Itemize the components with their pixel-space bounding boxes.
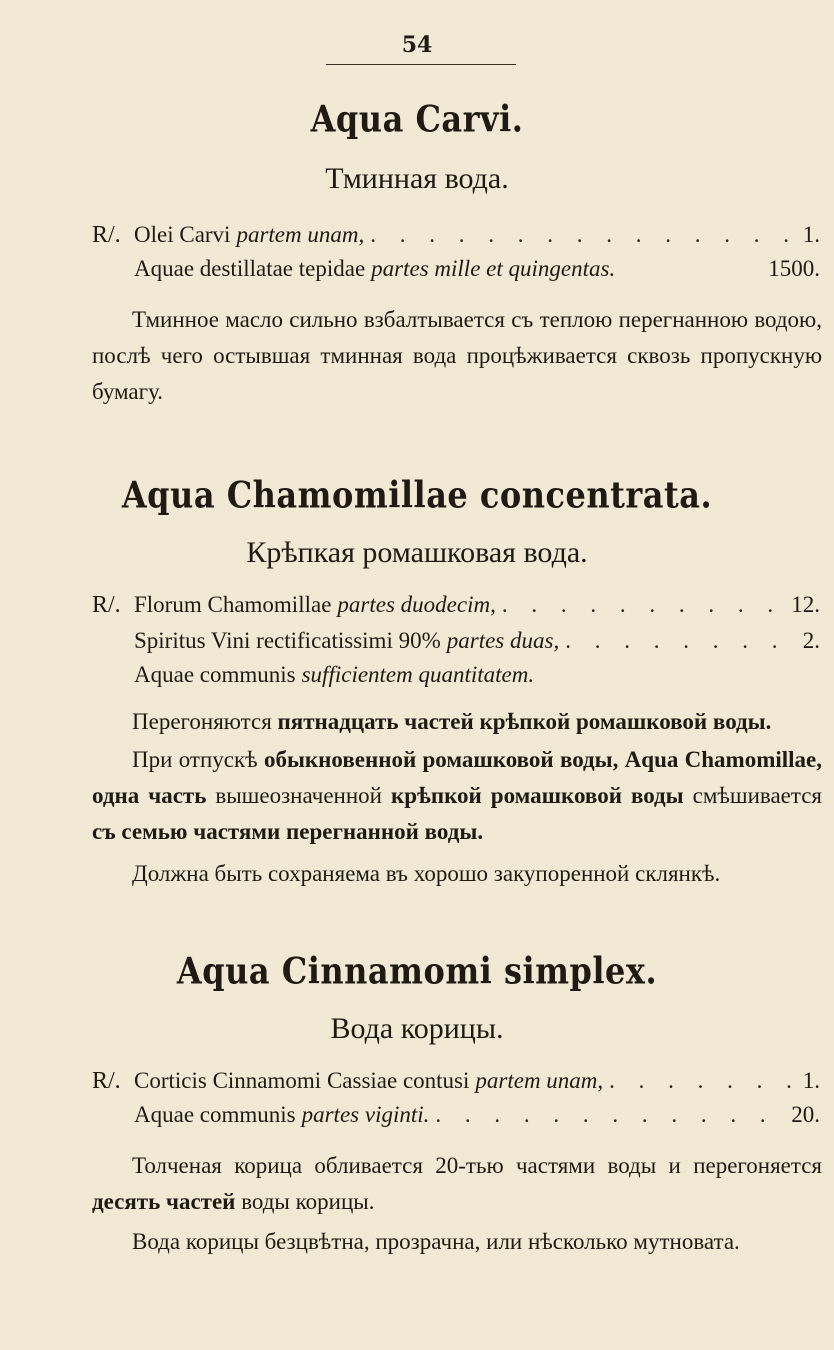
ingredient-quantity-text: partes mille et quingentas. xyxy=(371,256,616,281)
ingredient-amount: 1500. xyxy=(768,256,820,281)
ingredient-name: Aquae destillatae tepidae xyxy=(134,256,366,281)
paragraph-bold-text: крѣпкой ромашковой воды xyxy=(390,783,684,808)
paragraph-text: Толченая корица обливается 20-тью частями воды и перегоняется xyxy=(132,1153,822,1178)
ingredient-amount: 2. xyxy=(802,628,820,653)
ingredient-amount: 20. xyxy=(791,1102,820,1127)
section-title: Aqua Cinnamomi simplex. xyxy=(176,949,658,993)
recipe-symbol: R/. xyxy=(92,592,121,618)
ingredient-quantity-text: partes viginti. xyxy=(301,1102,430,1127)
paragraph-text: Перегоняются xyxy=(132,709,272,734)
ingredient-name: Aquae communis xyxy=(134,662,296,687)
ingredient-name: Spiritus Vini rectificatissimi 90% xyxy=(134,628,441,653)
ingredient-quantity-text: partem unam, xyxy=(236,222,365,247)
section-title: Aqua Carvi. xyxy=(310,97,524,141)
leader-dots xyxy=(609,1068,797,1094)
ingredient-quantity-text: partes duodecim, xyxy=(337,592,496,617)
ingredient-line xyxy=(134,628,820,658)
instruction-paragraph: Должна быть сохраняема въ хорошо закупоренной склянкѣ. xyxy=(132,861,721,886)
ingredient-line xyxy=(134,222,820,252)
section-subtitle: Вода корицы. xyxy=(330,1012,504,1045)
page-number-rule xyxy=(326,64,516,65)
ingredient-name: Aquae communis xyxy=(134,1102,296,1127)
ingredient-line xyxy=(134,592,820,622)
leader-dots xyxy=(565,628,797,654)
ingredient-amount: 1. xyxy=(802,1068,820,1093)
recipe-symbol: R/. xyxy=(92,1068,121,1094)
instruction-paragraph xyxy=(92,1148,822,1220)
leader-dots xyxy=(435,1102,785,1128)
paragraph-bold-text: десять частей xyxy=(92,1189,236,1214)
paragraph-text: вышеозначенной xyxy=(215,783,382,808)
instruction-paragraph xyxy=(92,742,822,850)
page-number: 54 xyxy=(401,32,433,58)
ingredient-quantity-text: sufficientem quantitatem. xyxy=(301,662,535,687)
paragraph-text: смѣшивается xyxy=(692,783,823,808)
ingredient-name: Corticis Cinnamomi Cassiae contusi xyxy=(134,1068,470,1093)
instruction-paragraph: Тминное масло сильно взбалтывается съ теплою перегнанною водою, послѣ чего остывшая тминная вода процѣживается сквозь пропускную бумагу. xyxy=(92,307,822,404)
section-subtitle: Тминная вода. xyxy=(325,162,509,195)
paragraph-bold-text: обыкновенной ромашковой воды, Aqua Chamomillae, одна часть xyxy=(92,747,823,808)
ingredient-amount: 12. xyxy=(791,592,820,617)
paragraph-text: При отпускѣ xyxy=(132,747,258,772)
ingredient-line xyxy=(134,1068,820,1098)
ingredient-quantity-text: partes duas, xyxy=(446,628,560,653)
section-subtitle: Крѣпкая ромашковая вода. xyxy=(246,536,588,569)
paragraph-bold-text: пятнадцать частей крѣпкой ромашковой воды. xyxy=(277,709,772,734)
ingredient-name: Olei Carvi xyxy=(134,222,231,247)
recipe-symbol: R/. xyxy=(92,222,121,248)
leader-dots xyxy=(502,592,785,618)
paragraph-bold-text: съ семью частями перегнанной воды. xyxy=(92,819,484,844)
ingredient-name: Florum Chamomillae xyxy=(134,592,332,617)
leader-dots xyxy=(370,222,797,248)
instruction-paragraph xyxy=(92,704,822,740)
paragraph-text: воды корицы. xyxy=(241,1189,375,1214)
instruction-paragraph: Вода корицы безцвѣтна, прозрачна, или нѣсколько мутновата. xyxy=(132,1229,740,1254)
ingredient-line xyxy=(134,256,820,286)
section-title: Aqua Chamomillae concentrata. xyxy=(121,473,713,517)
ingredient-line xyxy=(134,1102,820,1132)
ingredient-amount: 1. xyxy=(802,222,820,247)
ingredient-line xyxy=(134,662,820,692)
ingredient-quantity-text: partem unam, xyxy=(475,1068,604,1093)
